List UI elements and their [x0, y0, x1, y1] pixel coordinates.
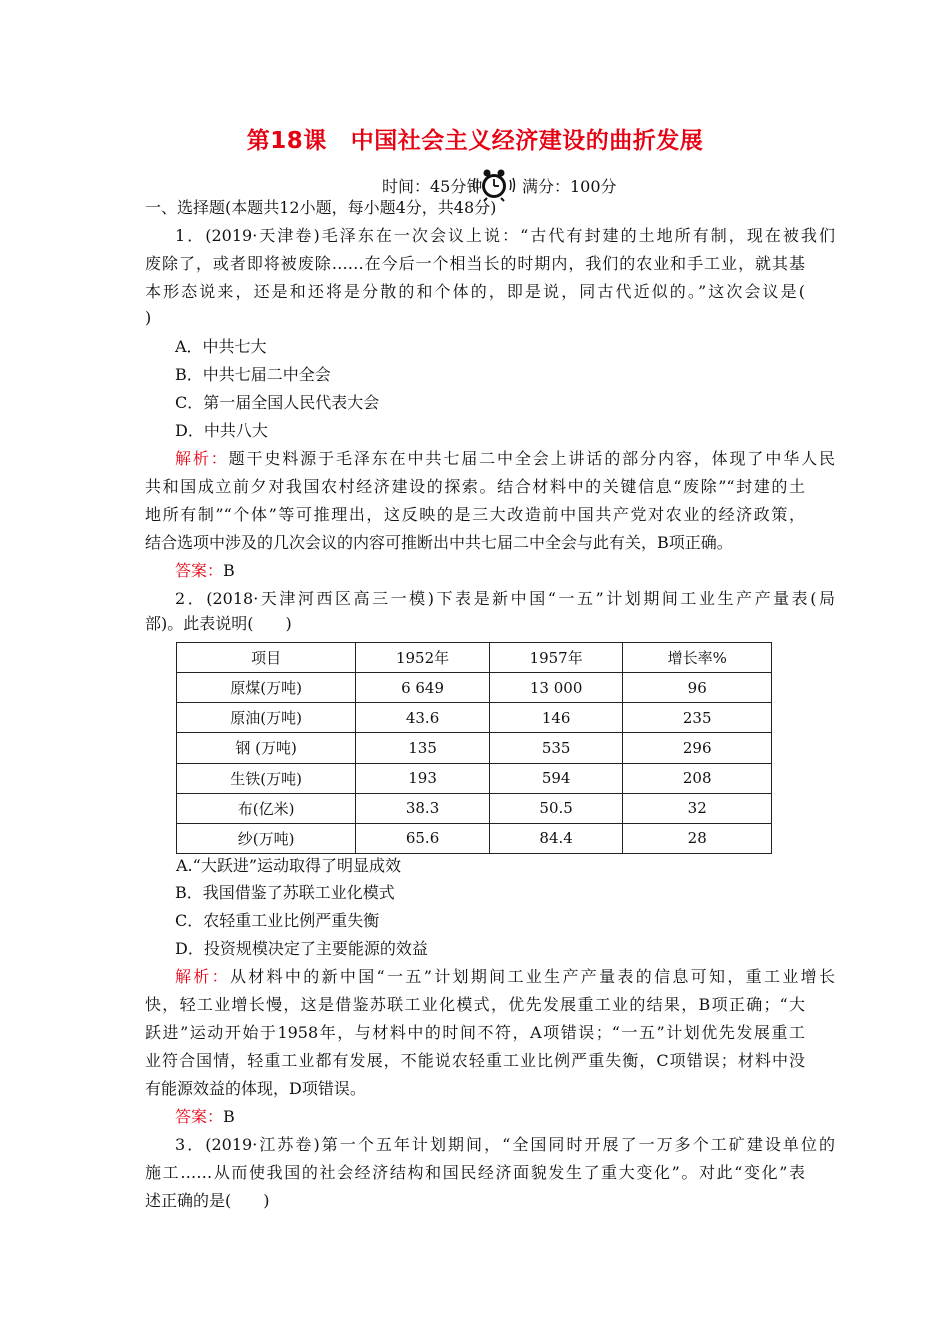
table-cell: 生铁(万吨) [177, 763, 356, 793]
table-cell: 296 [623, 733, 772, 763]
table-cell: 38.3 [356, 793, 490, 823]
table-cell: 6 649 [356, 673, 490, 703]
table-header-cell: 1952年 [356, 643, 490, 673]
table-cell: 布(亿米) [177, 793, 356, 823]
table-cell: 594 [489, 763, 623, 793]
table-header-cell: 增长率% [623, 643, 772, 673]
q2-analysis-label: 解析： [175, 967, 230, 986]
q2-analysis-line: 业符合国情，轻重工业都有发展，不能说农轻重工业比例严重失衡，C项错误；材料中没 [145, 1051, 805, 1070]
table-row [177, 763, 772, 793]
q2-stem-line: 2．(2018·天津河西区高三一模)下表是新中国“一五”计划期间工业生产产量表(局 [175, 589, 835, 608]
table-cell: 纱(万吨) [177, 823, 356, 853]
table-cell: 96 [623, 673, 772, 703]
table-header-row [177, 643, 772, 673]
q3-stem-line: 3．(2019·江苏卷)第一个五年计划期间，“全国同时开展了一万多个工矿建设单位的 [175, 1135, 835, 1154]
q1-option-a: A．中共七大 [175, 337, 267, 356]
q1-option-c: C．第一届全国人民代表大会 [175, 393, 380, 412]
q2-option-c: C．农轻重工业比例严重失衡 [175, 911, 380, 930]
q2-analysis-line [175, 967, 835, 987]
table-cell: 钢 (万吨) [177, 733, 356, 763]
q2-analysis-text: 从材料中的新中国“一五”计划期间工业生产产量表的信息可知，重工业增长 [229, 967, 835, 986]
q1-stem-line: ) [145, 308, 152, 327]
table-cell: 13 000 [489, 673, 623, 703]
q3-stem-line: 施工……从而使我国的社会经济结构和国民经济面貌发生了重大变化”。对此“变化”表 [145, 1163, 805, 1182]
q1-analysis-line: 地所有制”“个体”等可推理出，这反映的是三大改造前中国共产党对农业的经济政策， [145, 505, 805, 524]
q1-option-d: D．中共八大 [175, 421, 268, 440]
q1-option-b: B．中共七届二中全会 [175, 365, 331, 384]
q2-answer-value: B [223, 1107, 235, 1126]
table-cell: 28 [623, 823, 772, 853]
table-cell: 32 [623, 793, 772, 823]
q1-answer [175, 561, 835, 581]
q1-stem-line: 废除了，或者即将被废除……在今后一个相当长的时期内，我们的农业和手工业，就其基 [145, 254, 805, 273]
table-row [177, 793, 772, 823]
table-cell: 原煤(万吨) [177, 673, 356, 703]
table-row [177, 733, 772, 763]
lesson-name: 中国社会主义经济建设的曲折发展 [350, 128, 704, 154]
page-title [0, 122, 950, 155]
q1-stem-line: 本形态说来，还是和还将是分散的和个体的，即是说，同古代近似的。”这次会议是( [145, 282, 805, 301]
q2-option-d: D．投资规模决定了主要能源的效益 [175, 939, 428, 958]
table-row [177, 673, 772, 703]
q1-analysis-text: 题干史料源于毛泽东在中共七届二中全会上讲话的部分内容，体现了中华人民 [228, 449, 835, 468]
q3-stem-line: 述正确的是( ) [145, 1191, 270, 1210]
table-row [177, 703, 772, 733]
q1-answer-label: 答案： [175, 561, 224, 580]
q2-answer-label: 答案： [175, 1107, 224, 1126]
q2-option-a: A.“大跃进”运动取得了明显成效 [176, 856, 402, 875]
q2-answer [175, 1107, 835, 1127]
q1-analysis-line: 共和国成立前夕对我国农村经济建设的探索。结合材料中的关键信息“废除”“封建的土 [145, 477, 805, 496]
q1-stem-line: 1．(2019·天津卷)毛泽东在一次会议上说：“古代有封建的土地所有制，现在被我们 [175, 226, 835, 245]
table-header-cell: 项目 [177, 643, 356, 673]
table-row [177, 823, 772, 853]
q2-stem-line: 部)。此表说明( ) [145, 614, 292, 633]
alarm-clock-icon [472, 168, 516, 202]
production-table [176, 642, 772, 854]
time-limit: 时间：45分钟 [382, 177, 483, 196]
q1-analysis-line [175, 449, 835, 469]
full-score: 满分：100分 [522, 177, 617, 196]
table-cell: 146 [489, 703, 623, 733]
section-heading: 一、选择题(本题共12小题，每小题4分，共48分) [145, 198, 497, 217]
table-header-cell: 1957年 [489, 643, 623, 673]
table-cell: 235 [623, 703, 772, 733]
table-cell: 84.4 [489, 823, 623, 853]
table-cell: 208 [623, 763, 772, 793]
q1-analysis-label: 解析： [175, 449, 229, 468]
q2-analysis-line: 有能源效益的体现，D项错误。 [145, 1079, 366, 1098]
table-cell: 65.6 [356, 823, 490, 853]
q1-answer-value: B [223, 561, 235, 580]
q1-analysis-line: 结合选项中涉及的几次会议的内容可推断出中共七届二中全会与此有关，B项正确。 [145, 533, 733, 552]
table-cell: 50.5 [489, 793, 623, 823]
table-cell: 43.6 [356, 703, 490, 733]
q2-analysis-line: 快，轻工业增长慢，这是借鉴苏联工业化模式，优先发展重工业的结果，B项正确；“大 [145, 995, 805, 1014]
table-cell: 535 [489, 733, 623, 763]
table-cell: 193 [356, 763, 490, 793]
q2-analysis-line: 跃进”运动开始于1958年，与材料中的时间不符，A项错误；“一五”计划优先发展重工 [145, 1023, 805, 1042]
q2-option-b: B．我国借鉴了苏联工业化模式 [175, 883, 395, 902]
table-cell: 135 [356, 733, 490, 763]
lesson-number: 第18课 [246, 128, 327, 154]
table-cell: 原油(万吨) [177, 703, 356, 733]
